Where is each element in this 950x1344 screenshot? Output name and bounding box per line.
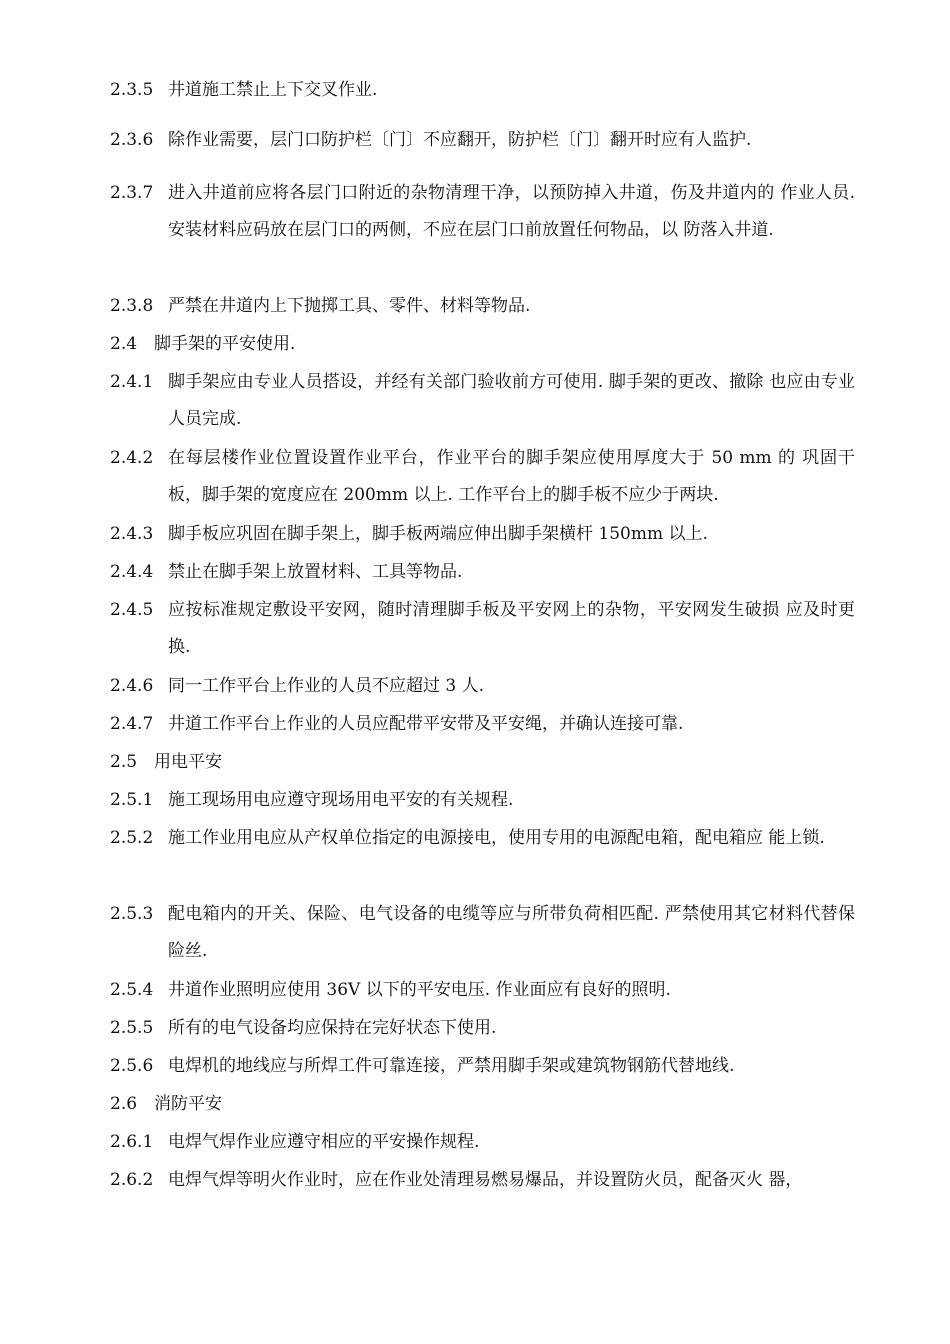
clause-text: 井道施工禁止上下交叉作业.	[168, 80, 378, 100]
section-number: 2.6	[110, 1094, 138, 1114]
clause-text: 除作业需要，层门口防护栏〔门〕不应翻开，防护栏〔门〕翻开时应有人监护.	[168, 130, 752, 150]
clause-2-4-6	[110, 668, 855, 705]
clause-2-5-2	[110, 820, 855, 857]
clause-text: 进入井道前应将各层门口附近的杂物清理干净，以预防掉入井道，伤及井道内的 作业人员. 安装材料应码放在层门口的两侧，不应在层门口前放置任何物品，以 防落入井道.	[168, 183, 855, 240]
clause-2-3-8	[110, 288, 855, 325]
clause-number: 2.4.1	[110, 372, 154, 392]
clause-number: 2.4.5	[110, 600, 154, 620]
clause-text: 所有的电气设备均应保持在完好状态下使用.	[168, 1018, 497, 1038]
clause-2-4-7	[110, 706, 855, 743]
clause-number: 2.4.2	[110, 448, 154, 468]
clause-number: 2.5.3	[110, 904, 154, 924]
clause-number: 2.4.7	[110, 714, 154, 734]
clause-2-4-2	[110, 440, 855, 514]
clause-text: 施工现场用电应遵守现场用电平安的有关规程.	[168, 790, 514, 810]
clause-number: 2.5.1	[110, 790, 154, 810]
clause-2-3-5	[110, 72, 855, 109]
clause-text: 应按标准规定敷设平安网，随时清理脚手板及平安网上的杂物，平安网发生破损 应及时更换.	[168, 600, 855, 657]
clause-2-5-6	[110, 1048, 855, 1085]
clause-text: 井道作业照明应使用 36V 以下的平安电压. 作业面应有良好的照明.	[168, 980, 671, 1000]
clause-2-5-4	[110, 972, 855, 1009]
clause-number: 2.6.2	[110, 1170, 154, 1190]
clause-text: 脚手架应由专业人员搭设，并经有关部门验收前方可使用. 脚手架的更改、撤除 也应由专业人员完成.	[168, 372, 855, 429]
section-title: 消防平安	[154, 1094, 222, 1114]
section-title: 脚手架的平安使用.	[154, 334, 296, 354]
clause-2-4-4	[110, 554, 855, 591]
clause-text: 同一工作平台上作业的人员不应超过 3 人.	[168, 676, 485, 696]
clause-text: 配电箱内的开关、保险、电气设备的电缆等应与所带负荷相匹配. 严禁使用其它材料代替保险丝.	[168, 904, 855, 961]
clause-number: 2.3.7	[110, 183, 154, 203]
clause-text: 严禁在井道内上下抛掷工具、零件、材料等物品.	[168, 296, 531, 316]
clause-2-4-1	[110, 364, 855, 438]
section-2-4	[110, 326, 855, 363]
clause-text: 电焊气焊等明火作业时，应在作业处清理易燃易爆品，并设置防火员，配备灭火 器，	[168, 1170, 803, 1190]
clause-number: 2.3.6	[110, 130, 154, 150]
clause-text: 电焊气焊作业应遵守相应的平安操作规程.	[168, 1132, 480, 1152]
clause-2-5-1	[110, 782, 855, 819]
clause-number: 2.5.4	[110, 980, 154, 1000]
clause-text: 脚手板应巩固在脚手架上，脚手板两端应伸出脚手架横杆 150mm 以上.	[168, 524, 708, 544]
clause-2-6-2	[110, 1162, 855, 1199]
section-2-6	[110, 1086, 855, 1123]
clause-number: 2.5.2	[110, 828, 154, 848]
clause-text: 在每层楼作业位置设置作业平台，作业平台的脚手架应使用厚度大于 50 mm 的 巩固干板，脚手架的宽度应在 200mm 以上. 工作平台上的脚手板不应少于两块.	[168, 448, 855, 505]
clause-2-6-1	[110, 1124, 855, 1161]
section-title: 用电平安	[154, 752, 222, 772]
clause-number: 2.3.5	[110, 80, 154, 100]
clause-number: 2.4.3	[110, 524, 154, 544]
section-number: 2.5	[110, 752, 138, 772]
clause-2-3-7	[110, 175, 855, 249]
clause-text: 禁止在脚手架上放置材料、工具等物品.	[168, 562, 463, 582]
section-number: 2.4	[110, 334, 138, 354]
clause-number: 2.5.5	[110, 1018, 154, 1038]
clause-number: 2.4.4	[110, 562, 154, 582]
clause-2-5-3	[110, 896, 855, 970]
clause-number: 2.5.6	[110, 1056, 154, 1076]
clause-text: 井道工作平台上作业的人员应配带平安带及平安绳，并确认连接可靠.	[168, 714, 684, 734]
clause-2-3-6	[110, 122, 855, 159]
clause-2-4-5	[110, 592, 855, 666]
clause-number: 2.6.1	[110, 1132, 154, 1152]
clause-2-5-5	[110, 1010, 855, 1047]
clause-number: 2.3.8	[110, 296, 154, 316]
clause-number: 2.4.6	[110, 676, 154, 696]
clause-text: 电焊机的地线应与所焊工件可靠连接，严禁用脚手架或建筑物钢筋代替地线.	[168, 1056, 735, 1076]
clause-text: 施工作业用电应从产权单位指定的电源接电，使用专用的电源配电箱，配电箱应 能上锁.	[168, 828, 825, 848]
clause-2-4-3	[110, 516, 855, 553]
section-2-5	[110, 744, 855, 781]
